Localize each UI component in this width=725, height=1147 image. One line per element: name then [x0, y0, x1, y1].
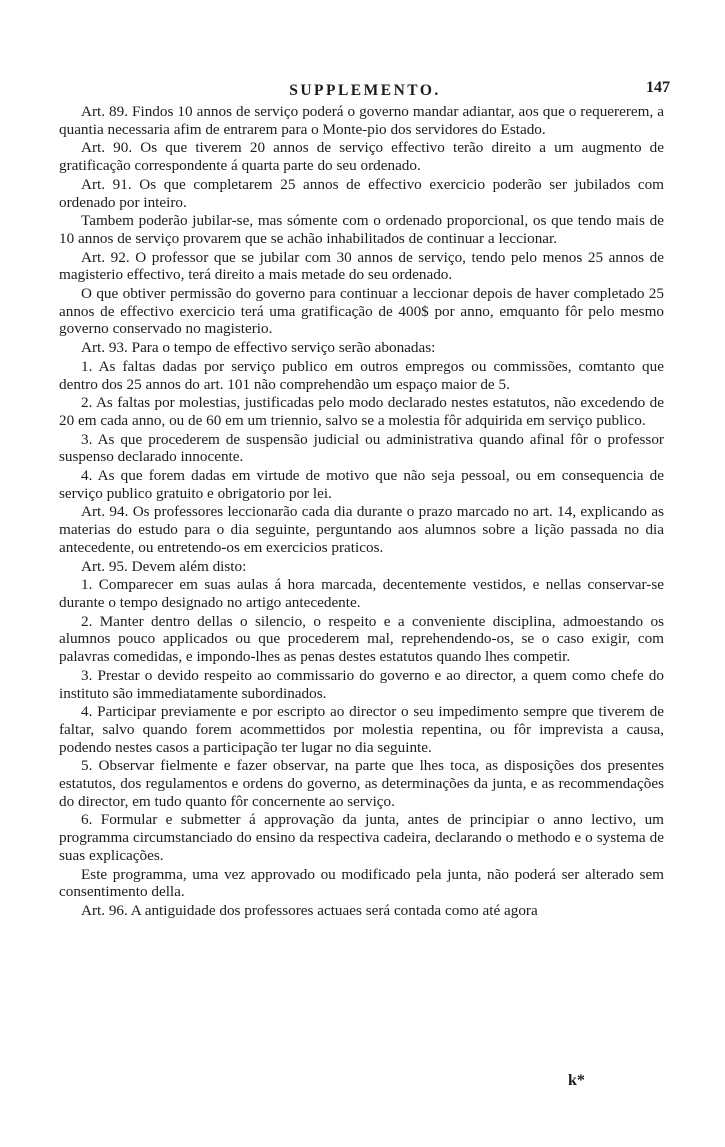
paragraph: 2. As faltas por molestias, justificadas pelo modo declarado nestes estatutos, não excedendo de 20 em cada anno, ou de 60 em um triennio, salvo se a molestia fôr adquirida em serviço publico.	[59, 394, 664, 429]
page-header	[60, 79, 670, 104]
paragraph: 5. Observar fielmente e fazer observar, na parte que lhes toca, as disposições dos presentes estatutos, dos regulamentos e ordens do governo, as determinações da junta, e as recommendações do director, em tudo quanto fôr concernente ao serviço.	[59, 757, 664, 810]
paragraph: 1. Comparecer em suas aulas á hora marcada, decentemente vestidos, e nellas conservar-se durante o tempo designado no artigo antecedente.	[59, 576, 664, 611]
paragraph: Tambem poderão jubilar-se, mas sómente com o ordenado proporcional, os que tendo mais de 10 annos de serviço provarem que se achão inhabilitados de continuar a leccionar.	[59, 212, 664, 247]
paragraph: Este programma, uma vez approvado ou modificado pela junta, não poderá ser alterado sem consentimento della.	[59, 865, 664, 901]
signature-mark: k*	[568, 1072, 585, 1089]
paragraph: 4. As que forem dadas em virtude de motivo que não seja pessoal, ou em consequencia de serviço publico gratuito e obrigatorio por lei.	[59, 467, 664, 502]
paragraph: Art. 92. O professor que se jubilar com 30 annos de serviço, tendo pelo menos 25 annos de magisterio effectivo, terá direito a mais metade do seu ordenado.	[59, 248, 664, 284]
paragraph: Art. 91. Os que completarem 25 annos de effectivo exercicio poderão ser jubilados com ordenado por inteiro.	[59, 175, 664, 211]
page-body	[59, 103, 664, 921]
page-title: SUPPLEMENTO.	[289, 82, 441, 99]
paragraph: Art. 93. Para o tempo de effectivo serviço serão abonadas:	[81, 339, 436, 357]
page-number: 147	[646, 79, 670, 96]
paragraph: 6. Formular e submetter á approvação da junta, antes de principiar o anno lectivo, um programma circumstanciado do ensino da respectiva cadeira, declarando o methodo e o systema de suas explicações.	[59, 811, 664, 864]
paragraph: O que obtiver permissão do governo para continuar a leccionar depois de haver completado 25 annos de effectivo exercicio terá uma gratificação de 400$ por anno, emquanto fôr pelo mesmo governo conservado no magisterio.	[59, 285, 664, 338]
paragraph: Art. 89. Findos 10 annos de serviço poderá o governo mandar adiantar, aos que o requererem, a quantia necessaria afim de entrarem para o Monte-pio dos servidores do Estado.	[59, 103, 664, 138]
paragraph: Art. 94. Os professores leccionarão cada dia durante o prazo marcado no art. 14, explicando as materias do estudo para o dia seguinte, perguntando aos alumnos sobre a lição passada no dia antecedente, ou entretendo-os em exercicios praticos.	[59, 503, 664, 556]
paragraph: 3. Prestar o devido respeito ao commissario do governo e ao director, a quem como chefe do instituto são immediatamente subordinados.	[59, 666, 664, 702]
paragraph: Art. 90. Os que tiverem 20 annos de serviço effectivo terão direito a um augmento de gratificação correspondente á quarta parte do seu ordenado.	[59, 139, 664, 175]
paragraph: 1. As faltas dadas por serviço publico em outros empregos ou commissões, comtanto que dentro dos 25 annos do art. 101 não comprehendão um espaço maior de 5.	[59, 357, 664, 393]
paragraph: 3. As que procederem de suspensão judicial ou administrativa quando afinal fôr o professor suspenso declarado innocente.	[59, 430, 664, 466]
paragraph: Art. 95. Devem além disto:	[81, 557, 247, 575]
paragraph: Art. 96. A antiguidade dos professores actuaes será contada como até agora	[81, 901, 538, 919]
paragraph: 4. Participar previamente e por escripto ao director o seu impedimento sempre que tiverem de faltar, salvo quando forem acommettidos por molestia repentina, ou fôr imprevista a causa, podendo nestes casos a participação ter lugar no dia seguinte.	[59, 703, 664, 756]
paragraph: 2. Manter dentro dellas o silencio, o respeito e a conveniente disciplina, admoestando os alumnos pouco applicados ou que procederem mal, reprehendendo-os, se o caso exigir, com palavras comedidas, e impondo-lhes as penas destes estatutos quando lhes competir.	[59, 612, 664, 666]
